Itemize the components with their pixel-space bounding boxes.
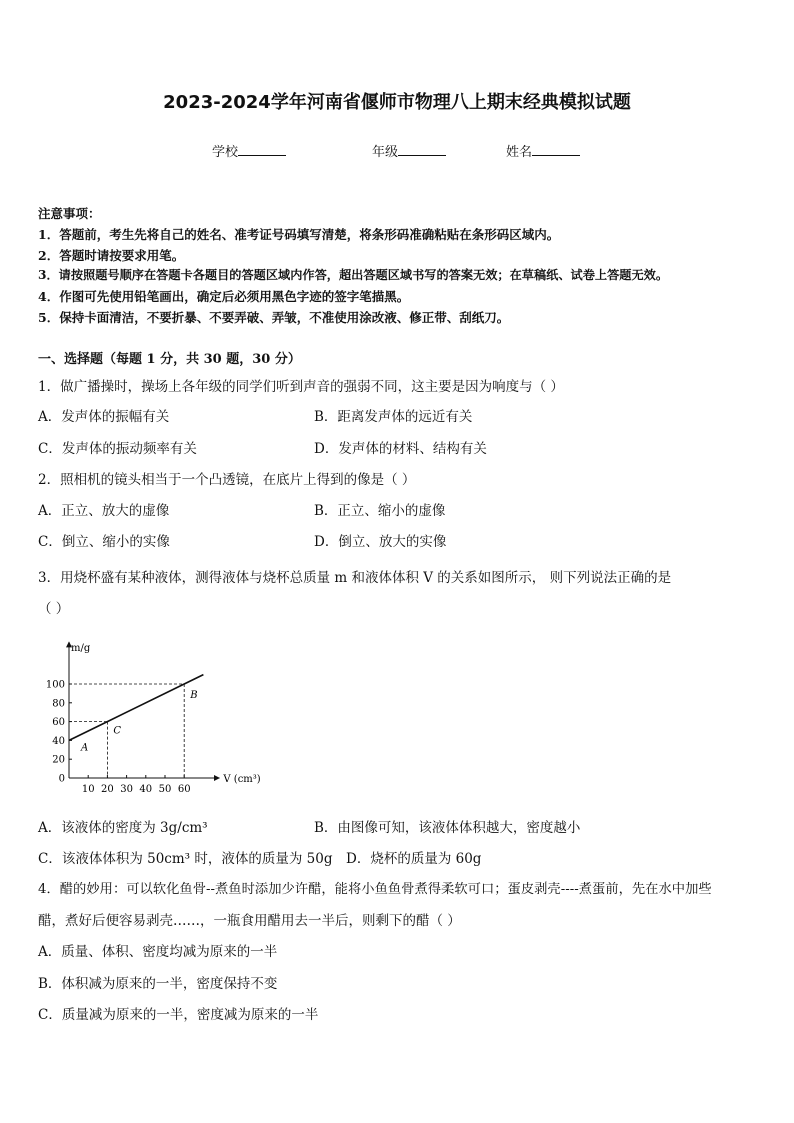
name-blank[interactable] <box>532 143 580 156</box>
note-item: 4．作图可先使用铅笔画出，确定后必须用黑色字迹的签字笔描黑。 <box>38 289 410 304</box>
note-item: 2．答题时请按要求用笔。 <box>38 248 185 263</box>
q3-option-b: B．由图像可知，该液体体积越大，密度越小 <box>314 820 581 836</box>
y-tick-label: 80 <box>52 698 65 710</box>
x-tick-label: 10 <box>81 784 95 795</box>
question-3-stem-cont: （ ） <box>38 601 70 617</box>
q3-option-d: D．烧杯的质量为 60g <box>346 851 482 867</box>
y-tick-label: 20 <box>52 754 65 766</box>
mass-volume-chart <box>36 636 276 796</box>
school-blank[interactable] <box>238 143 286 156</box>
x-tick-label: 50 <box>158 784 172 795</box>
question-4-stem: 4．醋的妙用：可以软化鱼骨--煮鱼时添加少许醋，能将小鱼鱼骨煮得柔软可口；蛋皮剥壳----煮蛋前，先在水中加些 <box>38 882 712 897</box>
note-item: 5．保持卡面清洁，不要折暴、不要弄破、弄皱，不准使用涂改液、修正带、刮纸刀。 <box>38 310 510 325</box>
q2-option-c: C．倒立、缩小的实像 <box>38 534 170 550</box>
q1-option-a: A．发声体的振幅有关 <box>38 409 170 425</box>
grade-field <box>372 141 446 160</box>
q4-option-b: B．体积减为原来的一半，密度保持不变 <box>38 976 278 992</box>
y-tick-label: 100 <box>45 679 65 691</box>
x-axis-label: V (cm³) <box>223 774 261 785</box>
q2-option-b: B．正立、缩小的虚像 <box>314 503 446 519</box>
notes-heading: 注意事项： <box>38 206 101 221</box>
y-tick-label: 0 <box>58 773 65 785</box>
x-tick-label: 20 <box>101 784 114 795</box>
school-label: 学校 <box>212 145 239 160</box>
point-label: C <box>113 725 122 737</box>
q3-option-a: A．该液体的密度为 3g/cm³ <box>38 820 208 836</box>
question-1-stem: 1．做广播操时，操场上各年级的同学们听到声音的强弱不同，这主要是因为响度与（ ） <box>38 379 564 395</box>
y-tick-label: 60 <box>52 717 65 729</box>
note-item: 1．答题前，考生先将自己的姓名、准考证号码填写清楚，将条形码准确粘贴在条形码区域内。 <box>38 227 560 242</box>
grade-label: 年级 <box>372 145 399 160</box>
x-tick-label: 40 <box>139 784 153 795</box>
question-4-stem-cont: 醋，煮好后便容易剥壳……，一瓶食用醋用去一半后，则剩下的醋（ ） <box>38 913 461 929</box>
name-label: 姓名 <box>506 145 533 160</box>
y-axis-label: m/g <box>71 643 91 654</box>
section-heading: 一、选择题（每题 1 分，共 30 题，30 分） <box>38 352 301 367</box>
x-tick-label: 60 <box>177 784 191 795</box>
q2-option-d: D．倒立、放大的实像 <box>314 534 447 550</box>
y-tick-label: 40 <box>52 735 65 747</box>
q1-option-d: D．发声体的材料、结构有关 <box>314 441 487 457</box>
question-2-stem: 2．照相机的镜头相当于一个凸透镜，在底片上得到的像是（ ） <box>38 472 416 488</box>
q2-option-a: A．正立、放大的虚像 <box>38 503 170 519</box>
school-field <box>212 141 286 160</box>
q4-option-c: C．质量减为原来的一半，密度减为原来的一半 <box>38 1007 319 1023</box>
series-line <box>69 675 203 741</box>
point-label: A <box>81 742 89 754</box>
q1-option-b: B．距离发声体的远近有关 <box>314 409 473 425</box>
note-item: 3．请按照题号顺序在答题卡各题目的答题区域内作答，超出答题区域书写的答案无效；在草稿纸、试卷上答题无效。 <box>38 268 669 282</box>
q4-option-a: A．质量、体积、密度均减为原来的一半 <box>38 944 278 960</box>
page-title: 2023-2024学年河南省偃师市物理八上期末经典模拟试题 <box>163 92 631 113</box>
point-label: B <box>190 690 198 701</box>
question-3-stem: 3．用烧杯盛有某种液体，测得液体与烧杯总质量 m 和液体体积 V 的关系如图所示， 则下列说法正确的是 <box>38 570 672 586</box>
name-field <box>506 141 580 160</box>
q3-option-c: C．该液体体积为 50cm³ 时，液体的质量为 50g <box>38 851 333 867</box>
x-tick-label: 30 <box>120 784 133 795</box>
q1-option-c: C．发声体的振动频率有关 <box>38 441 197 457</box>
grade-blank[interactable] <box>398 143 446 156</box>
